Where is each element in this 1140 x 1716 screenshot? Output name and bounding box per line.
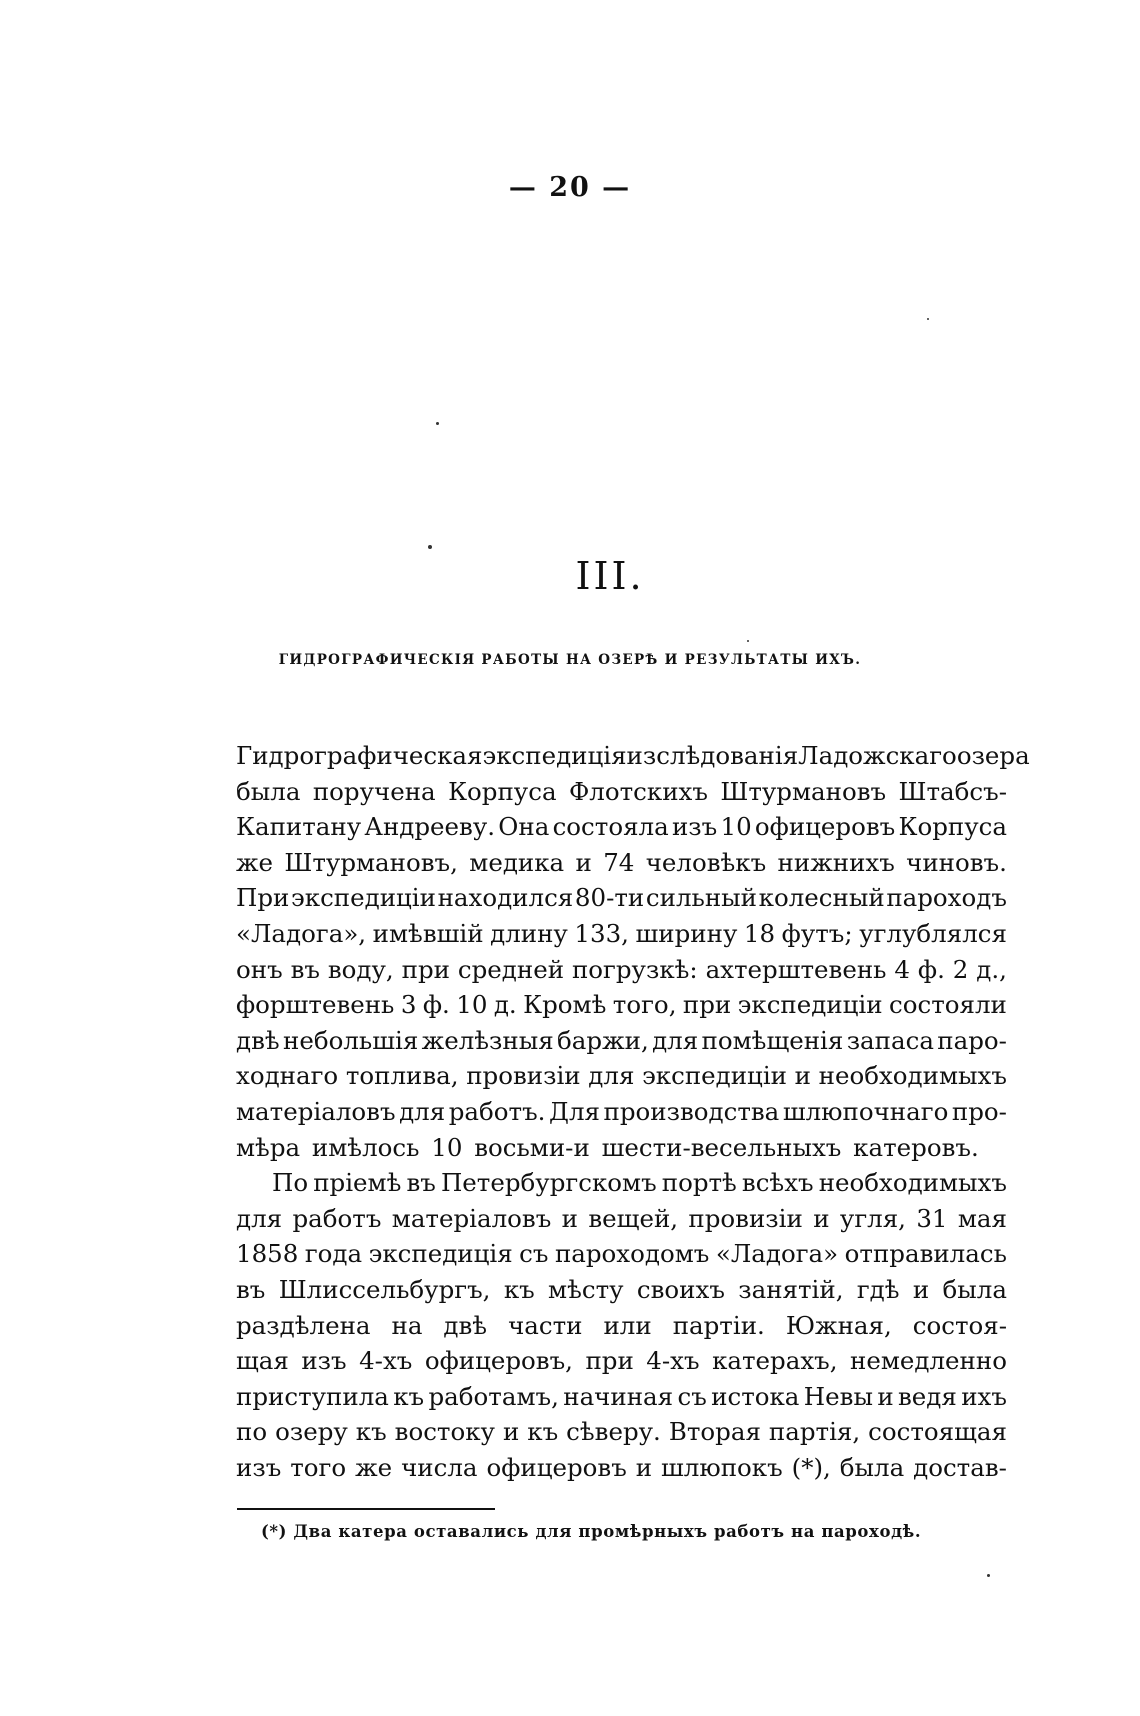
scan-speck xyxy=(927,318,929,320)
text-line: «Ладога», имѣвшій длину 133, ширину 18 футъ; углублялся xyxy=(236,918,1007,948)
text-line: изъ того же числа офицеровъ и шлюпокъ (*), была достав- xyxy=(236,1452,1007,1482)
text-line: онъ въ воду, при средней погрузкѣ: ахтерштевень 4 ф. 2 д., xyxy=(236,954,1007,984)
text-line: форштевень 3 ф. 10 д. Кромѣ того, при экспедиціи состояли xyxy=(236,990,1007,1020)
text-line: При экспедиціи находился 80-ти сильный колесный пароходъ xyxy=(236,883,1007,913)
text-line: щая изъ 4-хъ офицеровъ, при 4-хъ катерахъ, немедленно xyxy=(236,1346,1007,1376)
text-line: Капитану Андрееву. Она состояла изъ 10 офицеровъ Корпуса xyxy=(236,812,1007,842)
text-line: въ Шлиссельбургъ, къ мѣсту своихъ занятій, гдѣ и была xyxy=(236,1274,1007,1304)
body-text xyxy=(236,738,1030,1485)
text-line: двѣ небольшія желѣзныя баржи, для помѣщенія запаса паро- xyxy=(236,1025,1007,1055)
text-line: приступила къ работамъ, начиная съ истока Невы и ведя ихъ xyxy=(236,1381,1007,1411)
page-number: — 20 — xyxy=(508,172,632,203)
section-heading: ГИДРОГРАФИЧЕСКІЯ РАБОТЫ НА ОЗЕРѢ И РЕЗУЛЬТАТЫ ИХЪ. xyxy=(278,652,862,668)
scan-speck xyxy=(428,545,432,549)
scan-speck xyxy=(747,640,749,642)
text-line: По пріемѣ въ Петербургскомъ портѣ всѣхъ необходимыхъ xyxy=(272,1168,1007,1198)
chapter-numeral: III. xyxy=(575,554,645,598)
text-line: для работъ матеріаловъ и вещей, провизіи и угля, 31 мая xyxy=(236,1203,1007,1233)
text-line: ходнаго топлива, провизіи для экспедиціи и необходимыхъ xyxy=(236,1061,1007,1091)
text-line: раздѣлена на двѣ части или партіи. Южная, состоя- xyxy=(236,1310,1007,1340)
text-line: по озеру къ востоку и къ сѣверу. Вторая партія, состоящая xyxy=(236,1417,1007,1447)
footnote-divider xyxy=(237,1508,495,1510)
text-line: же Штурмановъ, медика и 74 человѣкъ нижнихъ чиновъ. xyxy=(236,847,1007,877)
scan-speck xyxy=(987,1574,990,1577)
text-line: была поручена Корпуса Флотскихъ Штурмановъ Штабсъ- xyxy=(236,776,1007,806)
scan-speck xyxy=(436,422,439,425)
text-line: матеріаловъ для работъ. Для производства шлюпочнаго про- xyxy=(236,1096,1007,1126)
text-line: Гидрографическая экспедиція изслѣдованія Ладожскаго озера xyxy=(236,741,1030,770)
text-line: мѣра имѣлось 10 восьми-и шести-весельныхъ катеровъ. xyxy=(236,1132,979,1162)
text-line: 1858 года экспедиція съ пароходомъ «Ладога» отправилась xyxy=(236,1239,1007,1269)
footnote: (*) Два катера оставались для промѣрныхъ работъ на пароходѣ. xyxy=(261,1522,922,1541)
